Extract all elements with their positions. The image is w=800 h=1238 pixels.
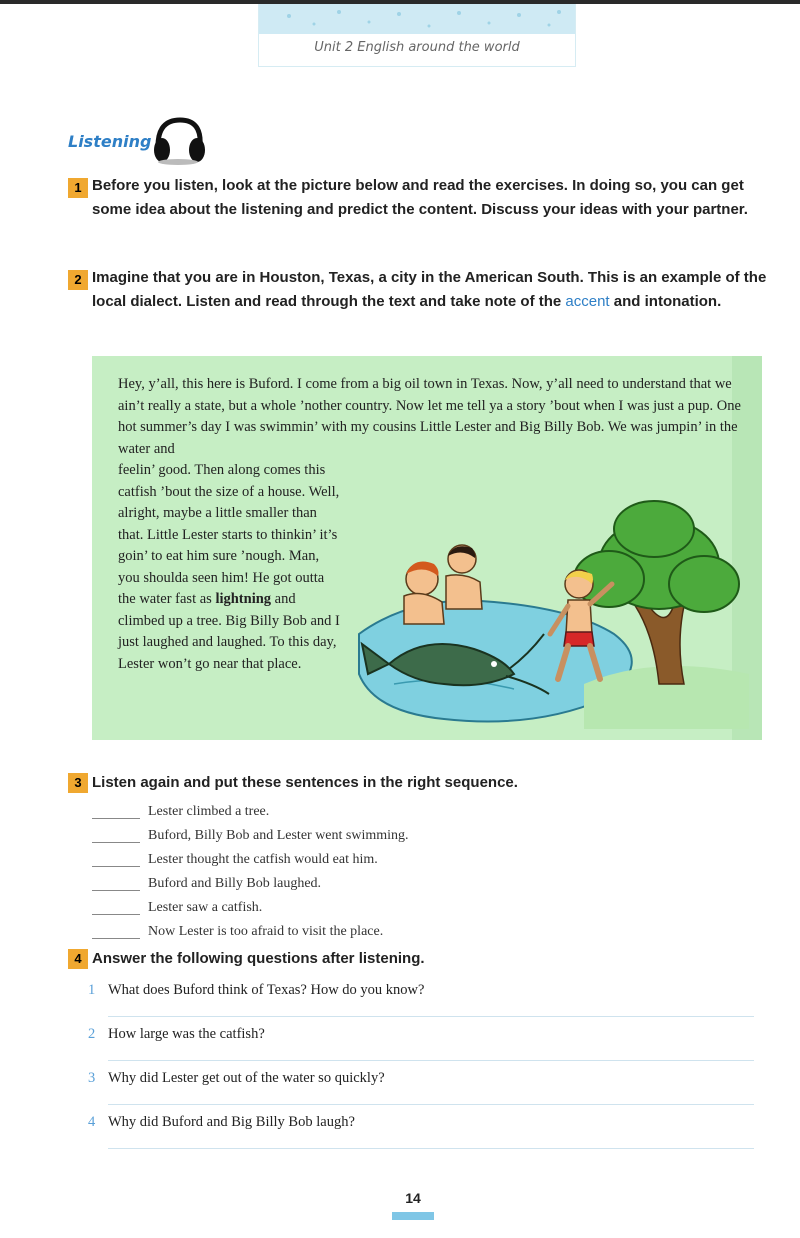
sequence-blank[interactable] [92,866,140,867]
answer-line[interactable] [108,1104,754,1105]
exercise-3-instruction: Listen again and put these sentences in the right sequence. [92,774,518,791]
answer-line[interactable] [108,1148,754,1149]
exercise-4-number: 4 [68,949,88,969]
section-title: Listening [68,132,152,151]
exercise-4-instruction: Answer the following questions after listening. [92,950,425,967]
sequence-blank[interactable] [92,818,140,819]
exercise-2-text-after: and intonation. [613,293,722,310]
page-number-bar [392,1212,434,1220]
exercise-2-number: 2 [68,270,88,290]
sequence-text: Buford and Billy Bob laughed. [148,876,322,891]
question-2 [88,1026,758,1043]
question-number: 3 [88,1070,96,1086]
sequence-blank[interactable] [92,890,140,891]
story-paragraph-top: Hey, y’all, this here is Buford. I come from a big oil town in Texas. Now, y’all need to understand that we ain’t really a state, but a whole ’nother country. Now let me tell ya a story ’bout when I was just a pup. One hot summer’s day I was swimmin’ with my cousins Little Lester and Big Billy Bob. We was jumpin’ in the water and [118,376,741,457]
question-text: How large was the catfish? [108,1026,265,1042]
question-1 [88,982,758,999]
exercise-3-number: 3 [68,773,88,793]
header-decoration [259,4,575,34]
question-3 [88,1070,758,1087]
sequence-blank[interactable] [92,938,140,939]
question-text: What does Buford think of Texas? How do you know? [108,982,425,998]
question-number: 4 [88,1114,96,1130]
page-number: 14 [405,1190,421,1206]
unit-title: Unit 2 English around the world [314,40,520,55]
story-bold-word: lightning [215,591,272,607]
question-text: Why did Lester get out of the water so quickly? [108,1070,385,1086]
question-4 [88,1114,758,1131]
catfish-swimming-illustration [354,484,749,729]
exercise-1-instruction: Before you listen, look at the picture below and read the exercises. In doing so, you can get some idea about the listening and predict the content. Discuss your ideas with your partner. [92,177,748,218]
exercise-2-instruction [92,266,767,314]
question-number: 2 [88,1026,96,1042]
unit-header [258,4,576,67]
story-part-3: and climbed up a tree. Big Billy Bob and I just laughed and laughed. To this day, Lester won’t go near that place. [118,591,340,672]
exercise-2-text-before: Imagine that you are in Houston, Texas, a city in the American South. This is an example of the local dialect. Listen and read through the text and take note of the [92,269,767,310]
question-text: Why did Buford and Big Billy Bob laugh? [108,1114,355,1130]
accent-word: accent [565,293,610,310]
sequence-text: Lester saw a catfish. [148,900,263,915]
answer-line[interactable] [108,1060,754,1061]
question-number: 1 [88,982,96,998]
sequence-text: Now Lester is too afraid to visit the place. [148,924,384,939]
sequence-text: Lester climbed a tree. [148,804,270,819]
sequence-blank[interactable] [92,842,140,843]
sequence-blank[interactable] [92,914,140,915]
sequence-text: Buford, Billy Bob and Lester went swimming. [148,828,409,843]
story-paragraph-side [118,460,340,675]
story-box [92,356,762,740]
headphones-icon [150,114,206,166]
exercise-1-number: 1 [68,178,88,198]
answer-line[interactable] [108,1016,754,1017]
story-part-2: feelin’ good. Then along comes this catfish ’bout the size of a house. Well, alright, maybe a little smaller than that. Little Lester starts to thinkin’ it’s goin’ to eat him sure ’nough. Man, you shoulda seen him! He got outta the water fast as [118,462,340,607]
sequence-text: Lester thought the catfish would eat him. [148,852,378,867]
